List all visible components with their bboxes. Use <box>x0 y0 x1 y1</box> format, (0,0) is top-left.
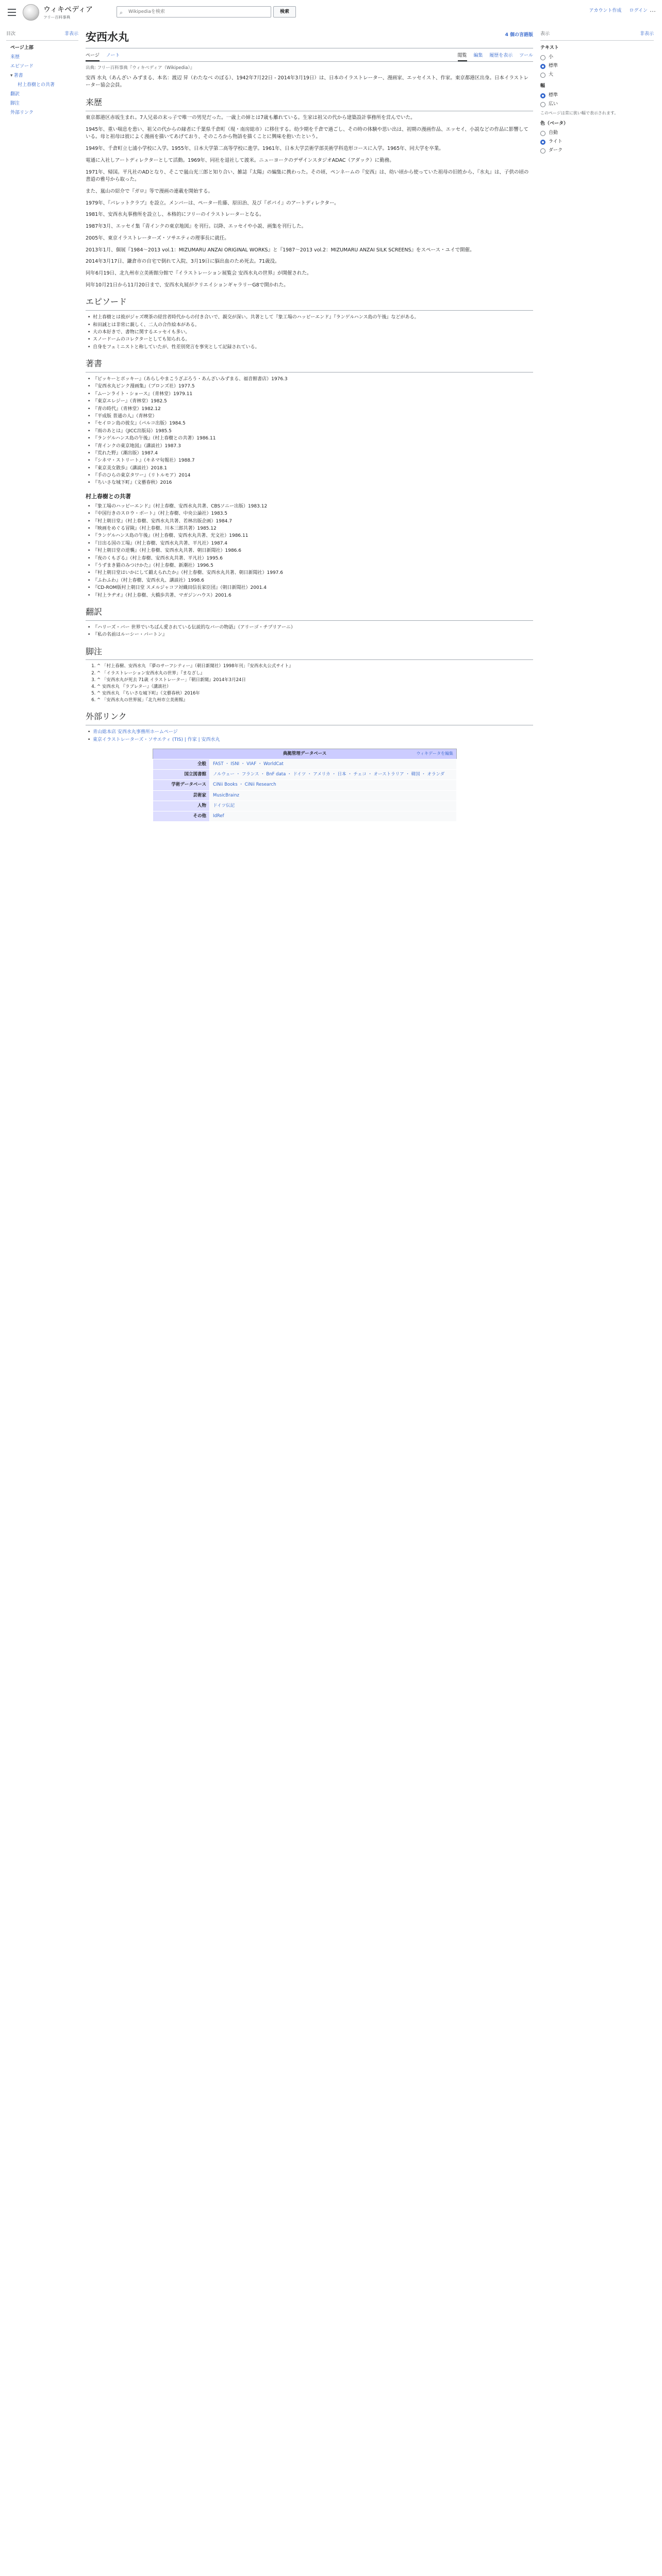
tab-tools[interactable]: ツール <box>519 53 533 58</box>
width-option-label: 広い <box>549 101 558 107</box>
episode-item: • 和田誠とは非常に親しく、二人の合作絵本がある。 <box>86 321 533 329</box>
toc-item-translations[interactable]: 翻訳 <box>10 91 20 97</box>
translation-item: • 『ハリーズ・バー 世界でいちばん愛されている伝説的なバーの物語』（アリーゴ・チプリアーニ） <box>86 624 533 631</box>
toc-title: 目次 <box>6 31 16 37</box>
work-item: • 『シネマ・ストリート』（キネマ旬報社）1988.7 <box>86 457 533 464</box>
toc-item-episodes[interactable]: エピソード <box>10 63 34 69</box>
authority-label: 学術データベース <box>153 780 210 790</box>
table-of-contents <box>6 31 78 117</box>
work-item: • 『手のひらの東京タワー』（リトルモア）2014 <box>86 472 533 479</box>
text-size-heading: テキスト <box>540 45 559 50</box>
tab-edit[interactable]: 編集 <box>473 53 483 58</box>
color-option-label: ダーク <box>549 147 563 153</box>
episode-heading: エピソード <box>86 296 533 311</box>
authority-label: 国立図書館 <box>153 770 210 780</box>
authority-row <box>153 790 457 801</box>
episode-item: • 大の本好きで、書物に関するエッセイも多い。 <box>86 329 533 336</box>
translation-item: • 『私の名前はルーシー・バートン』 <box>86 631 533 638</box>
translation-list <box>86 624 533 639</box>
work-item: • 『荒れた野』（潮出版）1987.4 <box>86 450 533 457</box>
career-paragraph: 1949年、千倉町立七浦小学校に入学。1955年、日本大学第二高等学校に進学。1961年、日本大学芸術学部美術学科造形コースに入学。1965年、同大学を卒業。 <box>86 146 444 152</box>
intro-paragraph: 安西 水丸（あんざい みずまる、本名：渡辺 昇（わたなべ のぼる）、1942年7月22日 - 2014年3月19日）は、日本のイラストレーター、漫画家、エッセイスト、作家。東京都港区出身。日本イラストレーター協会会員。 <box>86 75 529 89</box>
external-link[interactable]: • 青山総本店 安西水丸事務所ホームページ <box>86 728 533 736</box>
authority-value[interactable]: ドイツ伝記 <box>210 801 457 811</box>
works-list <box>86 376 533 487</box>
authority-row <box>153 801 457 811</box>
work-item: • 『東京エレジー』（青林堂）1982.5 <box>86 398 533 405</box>
coauthor-item: • 『日出る国の工場』（村上春樹、安西水丸共著、平凡社）1987.4 <box>86 540 533 547</box>
career-paragraph: 同年6月19日、北九州市立美術館分館で『イラストレーション展覧会 安西水丸の世界』が開催された。 <box>86 270 312 277</box>
width-option-label: 標準 <box>549 92 558 98</box>
note-item: 3. ^ 「安西水丸が死去 71歳 イラストレーター」『朝日新聞』2014年3月24日 <box>97 677 533 684</box>
appearance-hide-button[interactable]: 非表示 <box>639 31 654 37</box>
create-account-link[interactable]: アカウント作成 <box>589 8 622 13</box>
site-header <box>0 0 662 25</box>
text-size-option[interactable] <box>540 63 654 70</box>
work-item: • 『ピッキーとポッキー』（あらしやまこうざぶろう・あんざいみずまる、福音館書店）1976.3 <box>86 376 533 383</box>
coauthor-heading: 村上春樹との共著 <box>86 493 131 500</box>
career-paragraph: 1987年3月、エッセイ集『青インクの東京地図』を刊行。以降、エッセイや小説、画集を刊行した。 <box>86 224 307 230</box>
authority-label: 芸術家 <box>153 790 210 801</box>
toc-item-notes[interactable]: 脚注 <box>10 100 20 106</box>
coauthor-item: • 『ふわふわ』（村上春樹、安西水丸、講談社）1998.6 <box>86 577 533 584</box>
login-link[interactable]: ログイン <box>629 8 648 13</box>
authority-caption-text: 典拠管理データベース <box>283 751 327 756</box>
episode-item: • スノードームのコレクターとしても知られる。 <box>86 336 533 343</box>
coauthor-item: • 『映画をめぐる冒険』（村上春樹、川本三郎共著）1985.12 <box>86 525 533 532</box>
coauthor-item: • 『夜のくもざる』（村上春樹、安西水丸共著、平凡社）1995.6 <box>86 555 533 562</box>
coauthor-item: • 『うずまき猫のみつけかた』（村上春樹、新潮社）1996.5 <box>86 562 533 569</box>
width-note: このページは常に狭い幅で表示されます。 <box>540 110 619 115</box>
toc-hide-button[interactable]: 非表示 <box>64 31 78 37</box>
color-option[interactable] <box>540 147 654 155</box>
more-options-icon[interactable]: ⋯ <box>650 8 656 15</box>
coauthor-list <box>86 503 533 599</box>
tab-talk[interactable]: ノート <box>106 53 120 58</box>
radio-button[interactable] <box>540 140 545 145</box>
width-option[interactable] <box>540 92 654 99</box>
authority-value[interactable]: MusicBrainz <box>210 790 457 801</box>
authority-label: 全般 <box>153 759 210 770</box>
page-tabs <box>86 50 533 62</box>
page-title <box>86 29 533 48</box>
appearance-header <box>540 31 654 41</box>
career-heading: 来歴 <box>86 97 533 111</box>
authority-value[interactable]: FAST ・ ISNI ・ VIAF ・ WorldCat <box>210 759 457 770</box>
authority-value[interactable]: CiNii Books ・ CiNii Research <box>210 780 457 790</box>
links-heading: 外部リンク <box>86 711 533 725</box>
site-wordmark[interactable]: ウィキペディア <box>43 6 93 14</box>
color-heading: 色（ベータ） <box>540 121 569 126</box>
career-paragraph: 1971年、帰国。平凡社のADとなり、そこで嵐山光三郎と知り合い、雑誌『太陽』の編集に携わった。その頃、ペンネームの『安西』は、幼い頃から使っていた祖母の旧姓から、『水丸』は、子供の頃の書道の雅号から取った。 <box>86 169 529 183</box>
career-section <box>86 114 533 290</box>
coauthor-item: • 『CD-ROM版村上朝日堂 スメルジャコフ対織田信長家臣団』（朝日新聞社）2001.4 <box>86 584 533 591</box>
coauthor-item: • 『象工場のハッピーエンド』（村上春樹、安西水丸共著、CBSソニー出版）1983.12 <box>86 503 533 510</box>
text-size-option-label: 標準 <box>549 63 558 69</box>
episode-list <box>86 314 533 351</box>
source-note: 出典: フリー百科事典『ウィキペディア（Wikipedia）』 <box>86 65 195 71</box>
search-icon: ⌕ <box>120 9 123 16</box>
main-content <box>86 27 533 2576</box>
site-tagline: フリー百科事典 <box>43 15 71 20</box>
work-item: • 『ランゲルハンス島の午後』（村上春樹との共著）1986.11 <box>86 435 533 442</box>
career-paragraph: 1981年、安西水丸事務所を設立し、本格的にフリーのイラストレーターとなる。 <box>86 212 264 218</box>
note-item: 6. ^ 「安西水丸の世界展」『北九州市立美術館』 <box>97 697 533 704</box>
note-item: 1. ^ 「村上春樹、安西水丸 『夢のサーフシティー』（朝日新聞社）1998年刊」『安西水丸公式サイト』 <box>97 663 533 670</box>
toc-expand-icon[interactable]: ▾ <box>10 73 13 78</box>
career-paragraph: 2013年1月、個展『1984〜2013 vol.1：MIZUMARU ANZAI ORIGINAL WORKS』と『1987〜2013 vol.2：MIZUMARU ANZAI SILK SCREENS』をスペース・ユイで開催。 <box>86 247 475 253</box>
user-links <box>583 8 648 15</box>
coauthor-item: • 『村上朝日堂の逆襲』（村上春樹、安西水丸共著、朝日新聞社）1986.6 <box>86 547 533 554</box>
work-item: • 『雨のあとは』（JICC出版局）1985.5 <box>86 428 533 435</box>
career-paragraph: 1979年、『パレットクラブ』を設立。メンバーは、ペーター佐藤、原田治、及び『ポパイ』のアートディレクター。 <box>86 200 339 206</box>
radio-button[interactable] <box>540 55 545 60</box>
notes-heading: 脚注 <box>86 646 533 660</box>
career-paragraph: 2014年3月17日、鎌倉市の自宅で倒れて入院、3月19日に脳出血のため死去。71歳没。 <box>86 259 280 265</box>
career-paragraph: 2005年、東京イラストレーターズ・ソサエティの理事長に就任。 <box>86 235 229 241</box>
radio-button[interactable] <box>540 131 545 136</box>
toc-item-top[interactable]: ページ上部 <box>10 45 34 50</box>
coauthor-item: • 『中国行きのスロウ・ボート』（村上春樹、中央公論社）1983.5 <box>86 510 533 517</box>
coauthor-item: • 『村上朝日堂』（村上春樹、安西水丸共著、若林出版企画）1984.7 <box>86 518 533 525</box>
main-menu-button[interactable] <box>6 7 18 18</box>
work-item: • 『セイロン島の彼女』（パルコ出版）1984.5 <box>86 420 533 427</box>
work-item: • 『青の時代』（青林堂）1982.12 <box>86 405 533 413</box>
language-button[interactable]: 4 個の言語版 <box>505 32 533 38</box>
tab-read[interactable]: 閲覧 <box>458 53 467 61</box>
text-size-option-label: 大 <box>549 72 554 77</box>
toc-item-links[interactable]: 外部リンク <box>10 110 34 115</box>
appearance-title: 表示 <box>540 31 550 37</box>
career-paragraph: また、嵐山の紹介で『ガロ』等で漫画の連載を開始する。 <box>86 188 213 194</box>
career-paragraph: 同年10月21日から11月20日まで、安西水丸展がクリエイションギャラリーG8で開かれた。 <box>86 282 289 288</box>
career-paragraph: 1945年、重い喘息を患い、祖父の代からの縁者に千葉県千倉町（現・南房総市）に移住する。幼少期を千倉で過ごし、その時の体験や思い出は、初期の漫画作品、エッセイ、小説などの作品に影響している。母と祖母は彼によく漫画を描いてあげており、そのころから物語を描くことに興味を抱いたという。 <box>86 126 528 140</box>
career-paragraph: 電通に入社しアートディレクターとして活動。1969年、同社を退社して渡米。ニューヨークのデザインスタジオADAC（アダック）に勤務。 <box>86 157 394 163</box>
radio-button[interactable] <box>540 102 545 107</box>
toc-item-career[interactable]: 来歴 <box>10 54 20 60</box>
radio-button[interactable] <box>540 64 545 69</box>
note-item: 4. ^ 安西水丸 『ラブレター』（講談社） <box>97 684 533 690</box>
search-button[interactable]: 検索 <box>273 6 296 18</box>
career-paragraph: 東京都港区赤坂生まれ。7人兄弟の末っ子で唯一の男児だった。一歳上の姉とは7歳も離れている。生家は祖父の代から建築設計事務所を営んでいた。 <box>86 114 416 121</box>
work-item: • 『東京美女散歩』（講談社）2018.1 <box>86 465 533 472</box>
authority-edit-link[interactable]: ウィキデータを編集 <box>416 751 453 756</box>
authority-label: 人物 <box>153 801 210 811</box>
coauthor-item: • 『村上ラヂオ』（村上春樹、大橋歩共著、マガジンハウス）2001.6 <box>86 592 533 599</box>
work-item: • 『ちいさな城下町』（文藝春秋）2016 <box>86 479 533 486</box>
work-item: • 『ムーンライト・ショース』（青林堂）1979.11 <box>86 391 533 398</box>
work-item: • 『平成版 普通の人』（青林堂） <box>86 413 533 420</box>
color-option[interactable] <box>540 139 654 146</box>
tab-article[interactable]: ページ <box>86 53 100 61</box>
text-size-option[interactable] <box>540 54 654 61</box>
color-option-label: 自動 <box>549 130 558 135</box>
authority-row <box>153 811 457 822</box>
color-option-label: ライト <box>549 139 562 144</box>
authority-control-table <box>153 749 457 822</box>
external-link[interactable]: • 東京イラストレーターズ・ソサエティ (TIS) | 作家 | 安西水丸 <box>86 736 533 743</box>
tab-history[interactable]: 履歴を表示 <box>489 53 513 58</box>
note-item: 2. ^ 「イラストレーション安西水丸の世界」『まなざし』 <box>97 670 533 677</box>
text-size-option[interactable] <box>540 72 654 79</box>
authority-value[interactable]: ノルウェー ・ フランス ・ BnF data ・ ドイツ ・ アメリカ ・ 日本 ・ チェコ ・ オーストラリア ・ 韓国 ・ オランダ <box>210 770 457 780</box>
coauthor-item: • 『村上朝日堂はいかにして鍛えられたか』（村上春樹、安西水丸共著、朝日新聞社）1997.6 <box>86 569 533 577</box>
authority-label: その他 <box>153 811 210 822</box>
coauthor-item: • 『ランゲルハンス島の午後』（村上春樹、安西水丸共著、光文社）1986.11 <box>86 532 533 539</box>
works-heading: 著書 <box>86 358 533 372</box>
toc-item-coauthor[interactable]: 村上春樹との共著 <box>18 82 55 88</box>
radio-button[interactable] <box>540 148 545 154</box>
search-input[interactable] <box>117 6 271 18</box>
authority-caption <box>153 749 457 759</box>
note-item: 5. ^ 安西水丸 『ちいさな城下町』（文藝春秋）2016年 <box>97 690 533 697</box>
page-title-text: 安西水丸 <box>86 31 129 43</box>
work-item: • 『青インクの東京地図』（講談社）1987.3 <box>86 443 533 450</box>
radio-button[interactable] <box>540 73 545 78</box>
authority-row <box>153 759 457 770</box>
links-list <box>86 728 533 743</box>
toc-header <box>6 31 78 41</box>
radio-button[interactable] <box>540 93 545 98</box>
authority-value[interactable]: IdRef <box>210 811 457 822</box>
work-item: • 『安西水丸ピンク漫画集』（ブロンズ社）1977.5 <box>86 383 533 390</box>
toc-item-works[interactable] <box>6 72 78 81</box>
notes-list <box>97 663 533 704</box>
episode-item: • 自身をフェミニストと称していたが、性差別発言を事実として記録されている。 <box>86 344 533 351</box>
toc-item-works-label: 著書 <box>13 73 23 78</box>
authority-row <box>153 770 457 780</box>
text-size-option-label: 小 <box>549 54 554 60</box>
episode-item: • 村上春樹とは彼がジャズ喫茶の経営者時代からの付き合いで、親交が深い。共著として『象工場のハッピーエンド』『ランゲルハンス島の午後』などがある。 <box>86 314 533 321</box>
wikipedia-logo-icon[interactable] <box>23 4 39 21</box>
appearance-panel <box>540 31 654 156</box>
authority-row <box>153 780 457 790</box>
width-heading: 幅 <box>540 83 545 89</box>
color-option[interactable] <box>540 130 654 137</box>
width-option[interactable] <box>540 101 654 108</box>
translation-heading: 翻訳 <box>86 606 533 621</box>
